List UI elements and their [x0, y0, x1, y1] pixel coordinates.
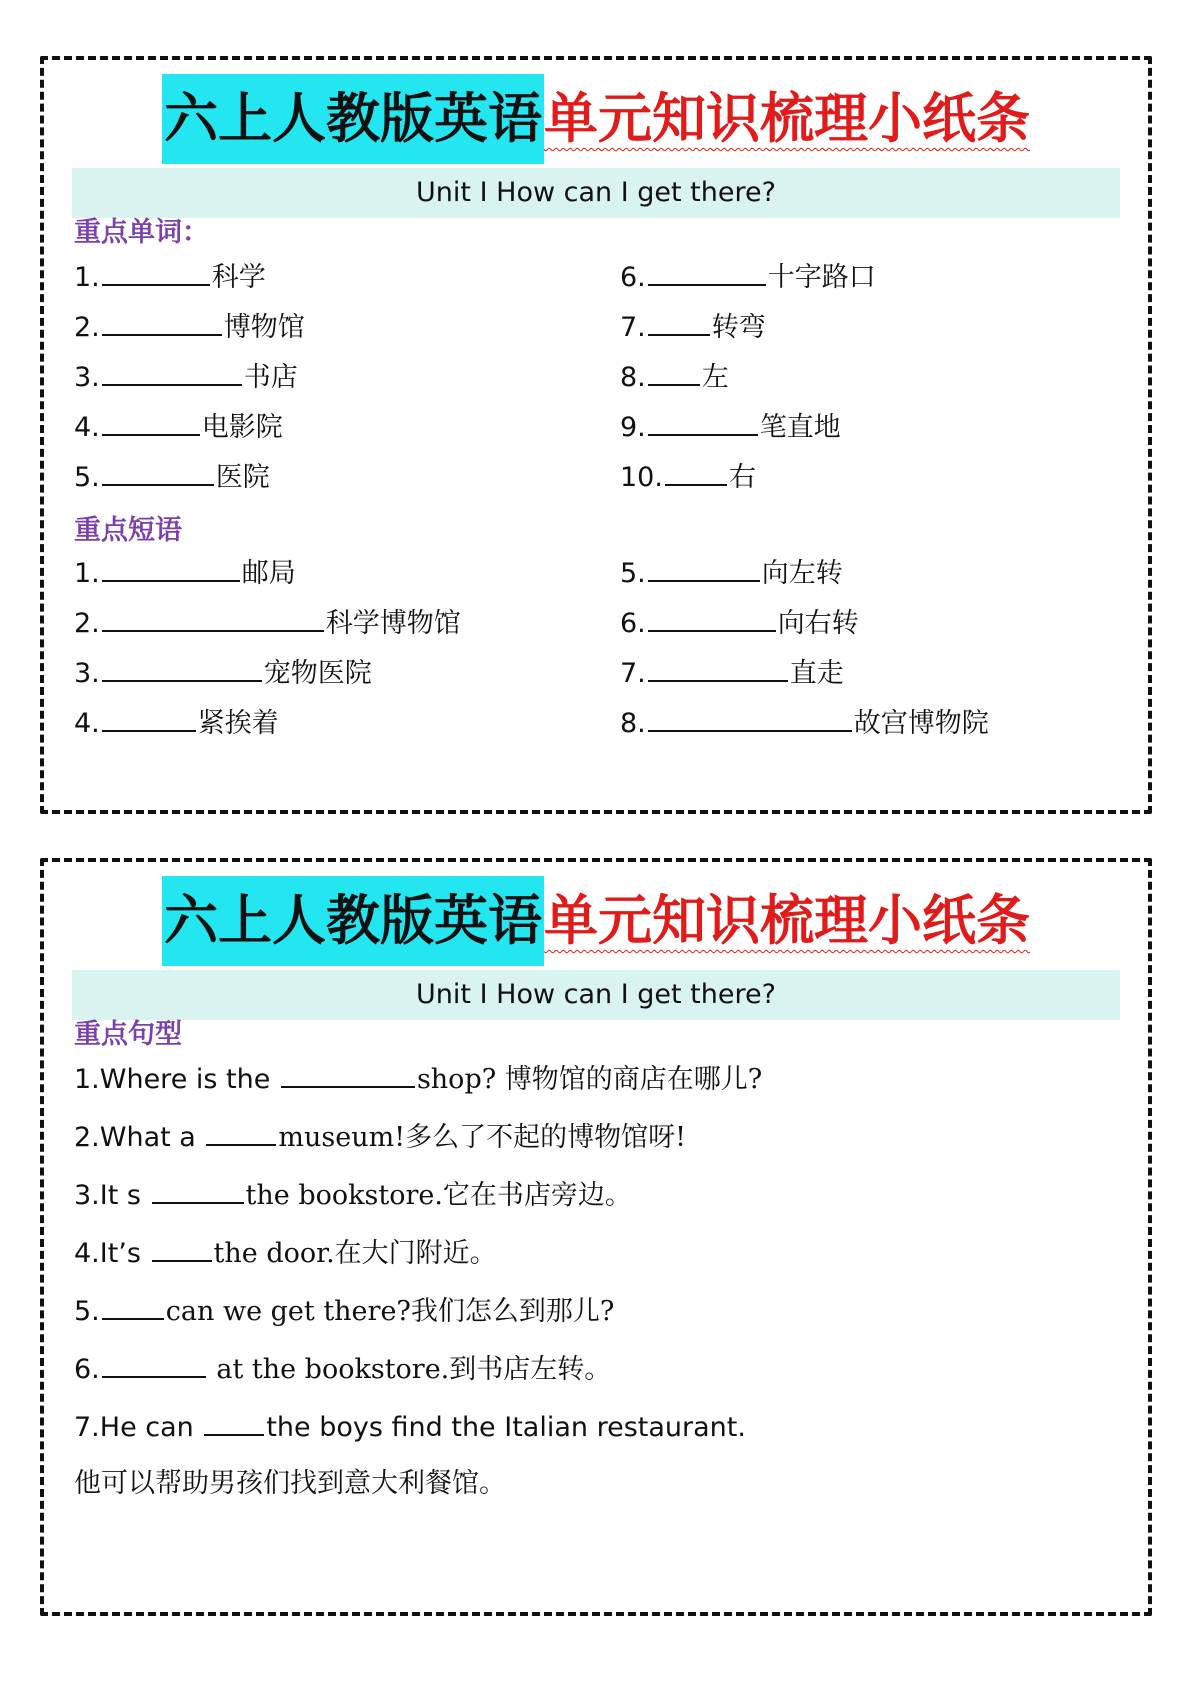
vocab-item: 1. 科学 [74, 258, 266, 296]
sentence-item: 1.Where is the shop? 博物馆的商店在哪儿? [74, 1060, 762, 1098]
page-title [44, 876, 1148, 966]
unit-title: Unit I How can I get there? [72, 970, 1120, 1020]
phrases-heading: 重点短语 [74, 515, 182, 546]
vocab-item: 6. 十字路口 [620, 258, 876, 296]
answer-blank[interactable] [648, 654, 788, 682]
phrase-item: 3. 宠物医院 [74, 654, 372, 692]
answer-blank[interactable] [102, 358, 242, 386]
vocab-item: 2. 博物馆 [74, 308, 305, 346]
sentence-item: 3.It s the bookstore.它在书店旁边。 [74, 1176, 632, 1214]
title-red: 单元知识梳理小纸条 [544, 87, 1030, 150]
answer-blank[interactable] [102, 408, 200, 436]
answer-blank[interactable] [648, 308, 710, 336]
phrase-item: 8. 故宫博物院 [620, 704, 989, 742]
title-highlight: 六上人教版英语 [162, 876, 544, 966]
vocab-heading: 重点单词： [74, 217, 209, 248]
vocab-item: 5. 医院 [74, 458, 270, 496]
answer-blank[interactable] [102, 604, 324, 632]
phrase-item: 1. 邮局 [74, 554, 296, 592]
vocab-item: 8. 左 [620, 358, 729, 396]
vocab-item: 10. 右 [620, 458, 756, 496]
answer-blank[interactable] [152, 1176, 244, 1204]
phrase-item: 7. 直走 [620, 654, 844, 692]
answer-blank[interactable] [281, 1060, 415, 1088]
phrase-item: 2. 科学博物馆 [74, 604, 461, 642]
sentence-item: 7.He can the boys find the Italian restaurant. [74, 1408, 746, 1446]
sentence-translation: 他可以帮助男孩们找到意大利餐馆。 [74, 1468, 506, 1499]
answer-blank[interactable] [648, 408, 758, 436]
vocab-item: 4. 电影院 [74, 408, 283, 446]
answer-blank[interactable] [152, 1234, 212, 1262]
vocab-item: 3. 书店 [74, 358, 298, 396]
answer-blank[interactable] [102, 258, 210, 286]
answer-blank[interactable] [648, 258, 766, 286]
answer-blank[interactable] [648, 604, 776, 632]
sentence-item: 5. can we get there?我们怎么到那儿? [74, 1292, 614, 1330]
sentence-item: 2.What a museum!多么了不起的博物馆呀! [74, 1118, 686, 1156]
answer-blank[interactable] [102, 1350, 206, 1378]
page-title [44, 74, 1148, 164]
phrase-item: 5. 向左转 [620, 554, 843, 592]
sentences-heading: 重点句型 [74, 1019, 182, 1050]
answer-blank[interactable] [102, 458, 214, 486]
vocab-item: 9. 笔直地 [620, 408, 841, 446]
title-highlight: 六上人教版英语 [162, 74, 544, 164]
vocab-item: 7. 转弯 [620, 308, 766, 346]
answer-blank[interactable] [102, 554, 240, 582]
sentence-item: 4.It’s the door.在大门附近。 [74, 1234, 497, 1272]
sentence-item: 6. at the bookstore.到书店左转。 [74, 1350, 611, 1388]
answer-blank[interactable] [102, 1292, 164, 1320]
answer-blank[interactable] [665, 458, 727, 486]
answer-blank[interactable] [102, 654, 262, 682]
worksheet-card-sentences [40, 858, 1152, 1616]
answer-blank[interactable] [206, 1118, 276, 1146]
worksheet-card-vocabulary [40, 56, 1152, 814]
answer-blank[interactable] [204, 1408, 264, 1436]
answer-blank[interactable] [648, 704, 852, 732]
answer-blank[interactable] [102, 704, 196, 732]
answer-blank[interactable] [648, 358, 700, 386]
unit-title: Unit I How can I get there? [72, 168, 1120, 218]
title-red: 单元知识梳理小纸条 [544, 889, 1030, 952]
phrase-item: 4. 紧挨着 [74, 704, 279, 742]
phrase-item: 6. 向右转 [620, 604, 859, 642]
answer-blank[interactable] [102, 308, 222, 336]
answer-blank[interactable] [648, 554, 760, 582]
